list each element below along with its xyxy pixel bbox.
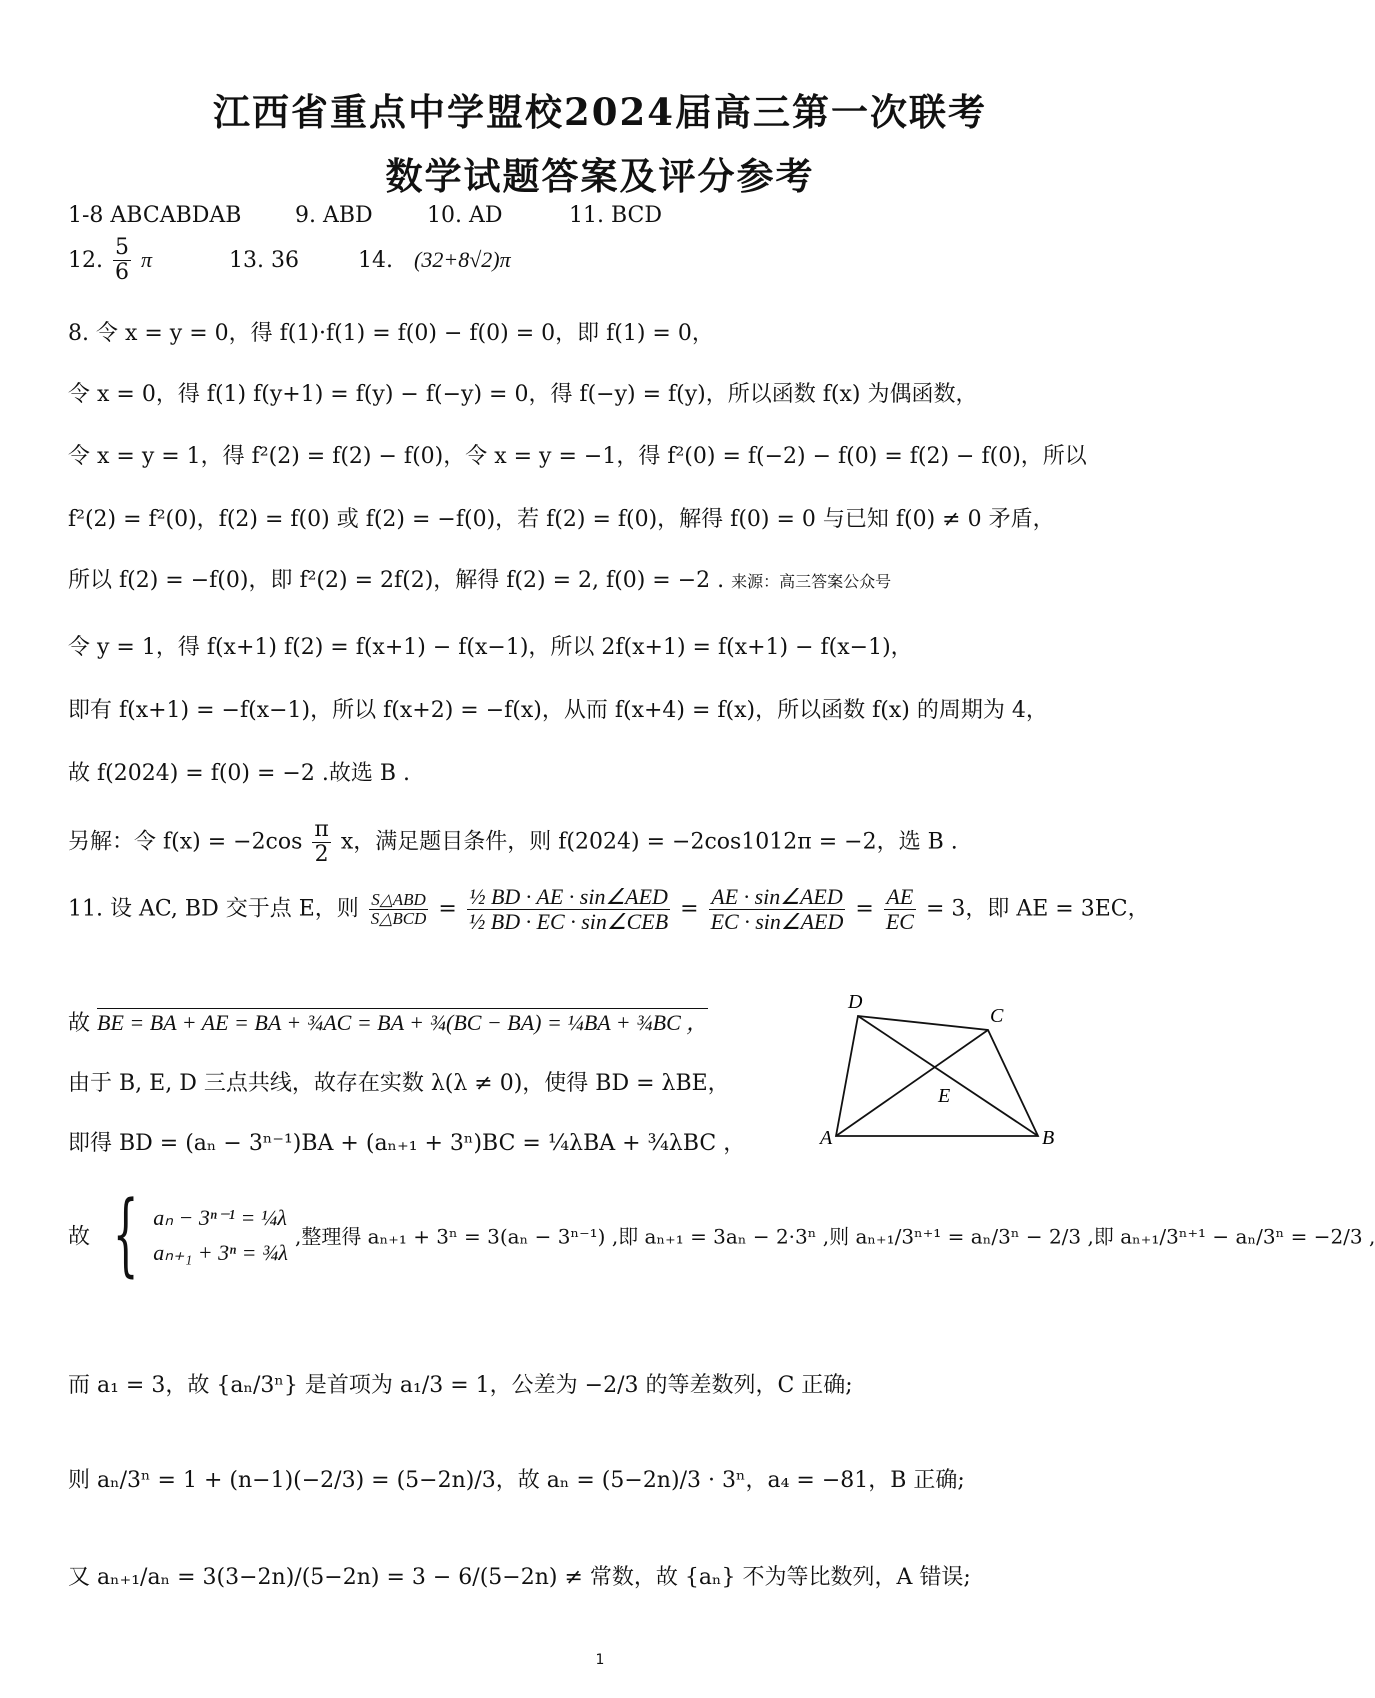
answer-10: 10. AD	[427, 203, 503, 228]
q8-line-7: 即有 f(x+1) = −f(x−1)，所以 f(x+2) = −f(x)，从而 f(x+4) = f(x)，所以函数 f(x) 的周期为 4，	[68, 698, 1048, 723]
answer-14-label: 14.	[358, 247, 394, 273]
quadrilateral-figure	[820, 990, 1060, 1150]
area-ratio-denominator: S△BCD	[370, 909, 427, 929]
page-number: 1	[595, 1652, 605, 1668]
vertex-label-e: E	[938, 1085, 951, 1107]
q8-alt-part-a: 另解：令 f(x) = −2cos	[68, 829, 303, 855]
q11-be-prefix: 故	[68, 1011, 91, 1036]
simplified-fraction	[709, 885, 846, 934]
answer-12-numerator: 5	[115, 235, 129, 260]
answer-12-label: 12.	[68, 247, 103, 273]
q11-be-line	[68, 1006, 708, 1037]
system-equation-1: aₙ − 3ⁿ⁻¹ = ¼λ	[153, 1204, 287, 1230]
answer-key-row-2	[68, 236, 511, 285]
answer-12-denominator: 6	[115, 260, 129, 286]
q11-intro: 11. 设 AC, BD 交于点 E，则	[68, 896, 359, 922]
diagonal-ac	[836, 1030, 988, 1136]
q11-ratio-line	[68, 885, 1150, 934]
vertex-label-d: D	[848, 991, 863, 1013]
q8-alt-fraction	[312, 818, 330, 867]
q8-line-6: 令 y = 1，得 f(x+1) f(2) = f(x+1) − f(x−1)，所以 2f(x+1) = f(x+1) − f(x−1)，	[68, 635, 913, 660]
area-ratio-numerator: S△ABD	[369, 891, 429, 911]
answer-14: (32+8√2)π	[414, 246, 511, 272]
ratio-denominator: EC	[885, 909, 914, 935]
q11-geometric-line: 又 aₙ₊₁/aₙ = 3(3−2n)/(5−2n) = 3 − 6/(5−2n) ≠ 常数，故 {aₙ} 不为等比数列，A 错误;	[68, 1565, 971, 1590]
equals-sign: =	[855, 896, 874, 922]
sine-area-denominator: ½ BD · EC · sin∠CEB	[468, 909, 669, 935]
q11-system-prefix: 故	[68, 1224, 91, 1250]
area-ratio-fraction	[369, 891, 429, 929]
q11-system-tail: ,整理得 aₙ₊₁ + 3ⁿ = 3(aₙ − 3ⁿ⁻¹) ,即 aₙ₊₁ = 3aₙ − 2·3ⁿ ,则 aₙ₊₁/3ⁿ⁺¹ = aₙ/3ⁿ − 2/3 ,即 aₙ₊₁/3ⁿ⁺¹ − aₙ/3ⁿ = −2/3 ,	[294, 1224, 1375, 1249]
q11-arithmetic-line: 而 a₁ = 3，故 {aₙ/3ⁿ} 是首项为 a₁/3 = 1，公差为 −2/3 的等差数列，C 正确;	[68, 1373, 853, 1398]
equation-system	[153, 1200, 288, 1270]
simplified-denominator: EC · sin∠AED	[710, 909, 844, 935]
answer-key-row-1	[68, 203, 662, 228]
ratio-fraction	[884, 885, 916, 934]
source-note: 来源：高三答案公众号	[731, 572, 892, 591]
q11-bd-line: 即得 BD = (aₙ − 3ⁿ⁻¹)BA + (aₙ₊₁ + 3ⁿ)BC = ¼λBA + ¾λBC ，	[68, 1131, 746, 1156]
equals-sign: =	[680, 896, 699, 922]
q8-line-4: f²(2) = f²(0)，f(2) = f(0) 或 f(2) = −f(0)，若 f(2) = f(0)，解得 f(0) = 0 与已知 f(0) ≠ 0 矛盾，	[68, 507, 1055, 532]
system-equation-2: aₙ₊₁ + 3ⁿ = ¾λ	[153, 1240, 288, 1265]
answer-12-pi: π	[141, 246, 153, 272]
vertex-label-c: C	[990, 1005, 1004, 1027]
q8-alternative	[68, 818, 958, 867]
answer-11: 11. BCD	[569, 203, 663, 228]
answer-12-fraction	[113, 236, 131, 285]
q11-system-line	[68, 1182, 1375, 1287]
sine-area-numerator: ½ BD · AE · sin∠AED	[467, 885, 670, 910]
equals-sign: =	[438, 896, 457, 922]
q8-line-5	[68, 563, 891, 594]
answer-1-8: 1-8 ABCABDAB	[68, 203, 242, 228]
q8-alt-denominator: 2	[314, 842, 329, 868]
answer-13: 13. 36	[229, 247, 300, 273]
diagonal-bd	[858, 1016, 1038, 1136]
q8-alt-part-b: x，满足题目条件，则 f(2024) = −2cos1012π = −2，选 B .	[340, 829, 958, 855]
ratio-numerator: AE	[884, 885, 916, 910]
q8-line-2: 令 x = 0，得 f(1) f(y+1) = f(y) − f(−y) = 0，得 f(−y) = f(y)，所以函数 f(x) 为偶函数，	[68, 382, 978, 407]
q8-line-5-text: 所以 f(2) = −f(0)，即 f²(2) = 2f(2)，解得 f(2) = 2, f(0) = −2 .	[68, 568, 725, 593]
q8-line-1: 8. 令 x = y = 0，得 f(1)·f(1) = f(0) − f(0) = 0，即 f(1) = 0，	[68, 321, 714, 346]
sine-area-fraction	[467, 885, 670, 934]
simplified-numerator: AE · sin∠AED	[709, 885, 846, 910]
q8-alt-numerator: π	[314, 817, 329, 842]
vector-be-expression: BE = BA + AE = BA + ¾AC = BA + ¾(BC − BA) = ¼BA + ¾BC ，	[97, 1010, 709, 1035]
q11-ratio-tail: = 3，即 AE = 3EC，	[925, 896, 1150, 922]
document-subtitle: 数学试题答案及评分参考	[385, 154, 815, 198]
q8-line-3: 令 x = y = 1，得 f²(2) = f(2) − f(0)，令 x = y = −1，得 f²(0) = f(−2) − f(0) = f(2) − f(0)，所以	[68, 444, 1087, 469]
vertex-label-a: A	[820, 1127, 833, 1149]
q11-formula-line: 则 aₙ/3ⁿ = 1 + (n−1)(−2/3) = (5−2n)/3，故 aₙ = (5−2n)/3 · 3ⁿ，a₄ = −81，B 正确;	[68, 1468, 965, 1493]
q8-line-8: 故 f(2024) = f(0) = −2 .故选 B .	[68, 761, 410, 786]
q11-collinear-line: 由于 B, E, D 三点共线，故存在实数 λ(λ ≠ 0)，使得 BD = λBE，	[68, 1071, 730, 1096]
vertex-label-b: B	[1042, 1127, 1055, 1149]
document-title: 江西省重点中学盟校2024届高三第一次联考	[213, 90, 987, 134]
left-brace: {	[112, 1182, 139, 1287]
quadrilateral-outline	[836, 1016, 1038, 1136]
answer-9: 9. ABD	[295, 203, 373, 228]
